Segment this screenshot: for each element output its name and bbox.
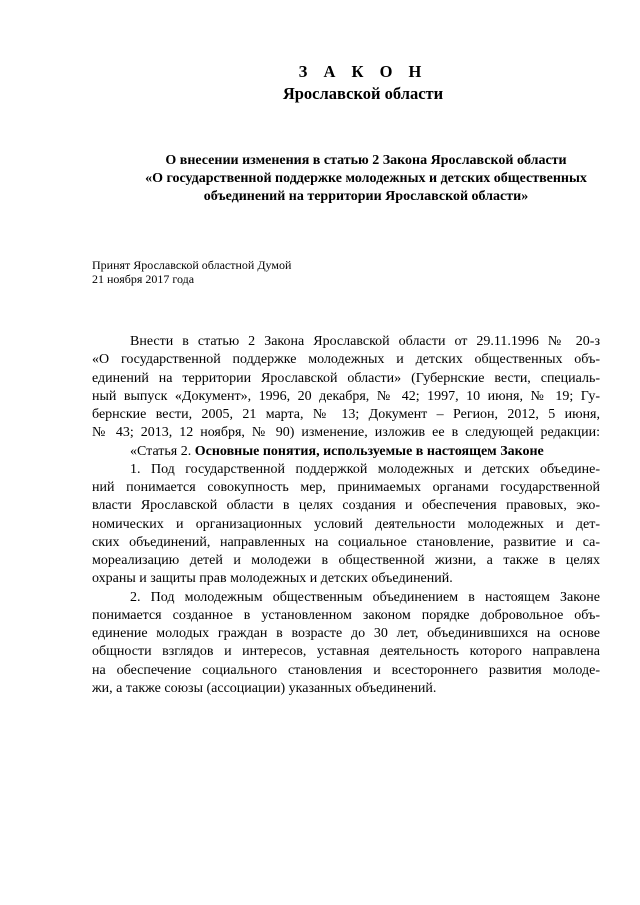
article-title: Основные понятия, используемые в настоящем Законе xyxy=(194,443,544,459)
law-title xyxy=(92,152,640,206)
body-line: единение молодых граждан в возрасте до 30 лет, объединившихся на основе xyxy=(92,626,600,641)
body-line: 1. Под государственной поддержкой молодежных и детских объедине- xyxy=(130,461,600,477)
body-line: понимается созданное в установленном законом порядке добровольное объ- xyxy=(92,607,600,623)
adoption-body: Принят Ярославской областной Думой xyxy=(92,258,292,272)
article-heading xyxy=(92,443,600,461)
body-line: ний понимается совокупность мер, принимаемых органами государственной xyxy=(92,480,600,495)
body-line: мореализацию детей и молодежи в общественной жизни, а также в целях xyxy=(92,553,600,568)
adoption-info xyxy=(92,258,291,286)
body-line: номических и организационных условий деятельности молодежных и дет- xyxy=(92,516,600,532)
body-line: единений на территории Ярославской области» (Губернские вести, специаль- xyxy=(92,370,600,386)
body-line: охраны и защиты прав молодежных и детских объединений. xyxy=(92,571,453,587)
law-body xyxy=(92,333,600,698)
law-title-line: О внесении изменения в статью 2 Закона Ярославской области xyxy=(165,153,567,168)
law-title-line: «О государственной поддержке молодежных и детских общественных xyxy=(145,171,587,186)
body-line: ских объединений, направленных на социальное становление, развитие и са- xyxy=(92,534,600,550)
law-title-line: объединений на территории Ярославской области» xyxy=(203,189,529,204)
body-line: жи, а также союзы (ассоциации) указанных объединений. xyxy=(92,680,437,696)
region-heading: Ярославской области xyxy=(282,84,444,103)
body-line: Внести в статью 2 Закона Ярославской области от 29.11.1996 № 20-з xyxy=(130,334,600,349)
body-line: ный выпуск «Документ», 1996, 20 декабря, № 42; 1997, 10 июня, № 19; Гу- xyxy=(92,388,600,404)
body-line: 2. Под молодежным общественным объединением в настоящем Законе xyxy=(130,589,600,605)
body-line: на обеспечение социального становления и всестороннего развития молоде- xyxy=(92,662,600,678)
body-line: общности взглядов и интересов, уставная деятельность которого направлена xyxy=(92,644,600,660)
body-line: бернские вести, 2005, 21 марта, № 13; Документ – Регион, 2012, 5 июня, xyxy=(92,407,600,422)
body-line: власти Ярославской области в целях создания и обеспечения правовых, эко- xyxy=(92,498,600,514)
article-prefix: «Статья 2. xyxy=(130,443,195,459)
law-heading: З А К О Н xyxy=(298,62,428,81)
body-line: № 43; 2013, 12 ноября, № 90) изменение, изложив ее в следующей редакции: xyxy=(92,425,600,441)
adoption-date: 21 ноября 2017 года xyxy=(92,272,195,286)
body-line: «О государственной поддержке молодежных и детских общественных объ- xyxy=(92,352,600,368)
